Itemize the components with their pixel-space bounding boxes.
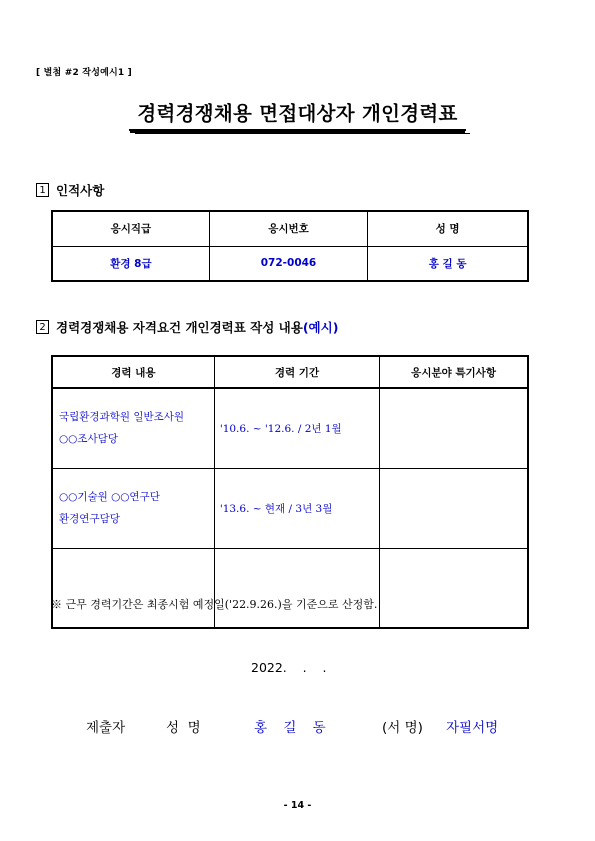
career-note-cell bbox=[380, 468, 528, 548]
career-content-line2: 환경연구담당 bbox=[59, 513, 120, 525]
header-applied-grade: 응시직급 bbox=[52, 211, 209, 246]
career-note-cell bbox=[380, 388, 528, 468]
section-2-title: 경력경쟁채용 자격요건 개인경력표 작성 내용 bbox=[56, 320, 303, 335]
career-content-line1: 국립환경과학원 일반조사원 bbox=[59, 411, 185, 424]
career-row bbox=[52, 468, 528, 548]
career-period-cell: '13.6. ~ 현재 / 3년 3월 bbox=[214, 468, 379, 548]
attachment-label: [ 별첨 #2 작성예시1 ] bbox=[36, 68, 132, 78]
document-title-wrap bbox=[0, 98, 595, 131]
career-period-cell: '10.6. ~ '12.6. / 2년 1월 bbox=[214, 388, 379, 468]
personal-info-table bbox=[51, 210, 529, 282]
personal-info-value-row bbox=[52, 246, 528, 281]
personal-info-header-row bbox=[52, 211, 528, 246]
signature-value: 자필서명 bbox=[446, 720, 499, 736]
submission-date: 2022. . . bbox=[251, 660, 327, 675]
value-applicant-number: 072-0046 bbox=[209, 246, 367, 281]
career-row bbox=[52, 548, 528, 628]
header-career-content: 경력 내용 bbox=[52, 356, 214, 388]
value-applied-grade: 환경 8급 bbox=[52, 246, 209, 281]
section-2-example-tag: (예시) bbox=[302, 320, 339, 335]
footnote: ※ 근무 경력기간은 최종시험 예정일('22.9.26.)을 기준으로 산정함. bbox=[51, 598, 378, 611]
value-name: 홍 길 동 bbox=[368, 246, 528, 281]
section-1-heading bbox=[36, 181, 104, 199]
page-number: - 14 - bbox=[283, 800, 312, 811]
section-2-heading bbox=[36, 318, 338, 336]
submitter-label: 제출자 bbox=[86, 720, 126, 736]
career-period-cell bbox=[214, 548, 379, 628]
document-title: 경력경쟁채용 면접대상자 개인경력표 bbox=[129, 98, 465, 131]
career-header-row bbox=[52, 356, 528, 388]
career-content-cell bbox=[52, 548, 214, 628]
career-content-line2: ○○조사담당 bbox=[59, 433, 118, 446]
career-note-cell bbox=[380, 548, 528, 628]
career-content-cell bbox=[52, 468, 214, 548]
section-1-number: 1 bbox=[36, 183, 49, 197]
signature-label: (서 명) bbox=[382, 720, 423, 736]
header-special-notes: 응시분야 특기사항 bbox=[380, 356, 528, 388]
name-label: 성 명 bbox=[166, 720, 201, 736]
header-applicant-number: 응시번호 bbox=[209, 211, 367, 246]
career-row bbox=[52, 388, 528, 468]
career-table bbox=[51, 355, 529, 629]
header-career-period: 경력 기간 bbox=[214, 356, 379, 388]
section-1-title: 인적사항 bbox=[56, 183, 105, 198]
header-name: 성 명 bbox=[368, 211, 528, 246]
submitter-name: 홍 길 동 bbox=[254, 720, 332, 736]
career-content-line1: ○○기술원 ○○연구단 bbox=[59, 491, 160, 503]
career-content-cell bbox=[52, 388, 214, 468]
section-2-number: 2 bbox=[36, 320, 49, 334]
